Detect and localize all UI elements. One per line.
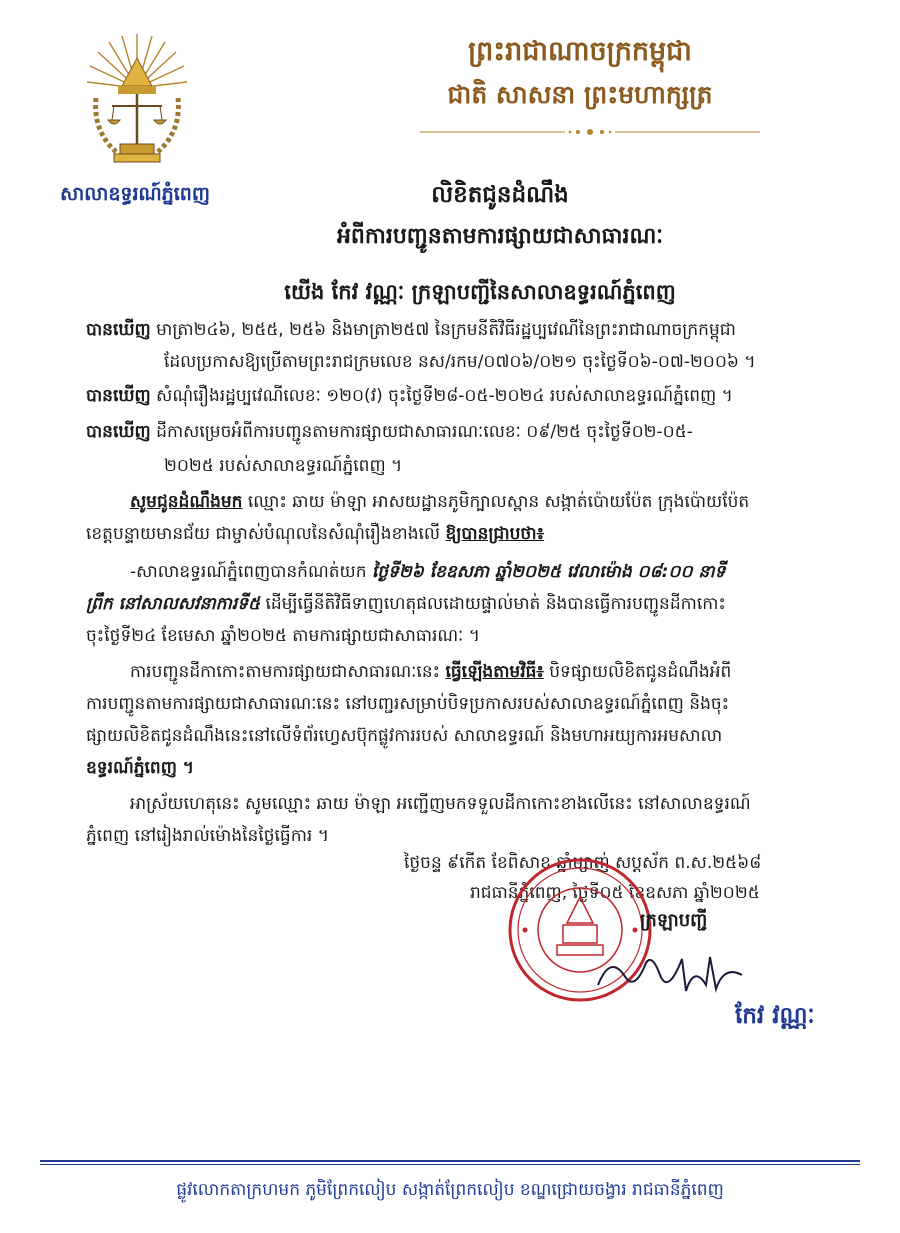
issuer-line: យើង កែវ វណ្ណៈ ក្រឡាបញ្ជីនៃសាលាឧទ្ធរណ៍ភ្នំពេញ (284, 280, 676, 304)
ornament-divider-icon (400, 124, 780, 140)
closing-text-a: អាស្រ័យហេតុនេះ សូមឈ្មោះ ឆាយ ម៉ាឡា អញ្ជើញមកទទួលដីកាកោះខាងលើនេះ នៅសាលាឧទ្ធរណ៍ (130, 794, 751, 814)
notify-text-b-emphasis: ឱ្យបានជ្រាបថា៖ (445, 524, 545, 544)
method-emphasis: ធ្វើឡើងតាមវិធី៖ (445, 662, 544, 682)
hearing-room-emphasis: ព្រឹក នៅសាលសវនាការទី៥ (86, 594, 261, 614)
notify-line-b (86, 522, 544, 546)
footer-divider-thin (40, 1164, 860, 1165)
hearing-date-emphasis: ថ្ងៃទី២៦ ខែឧសភា ឆ្នាំ២០២៥ វេលាម៉ោង ០៨:០០ នាទី (371, 562, 726, 582)
seen-label: បានឃើញ (86, 422, 151, 442)
method-text-a-rest: បិទផ្សាយលិខិតជូនដំណឹងអំពី (543, 662, 732, 682)
court-emblem-icon (82, 28, 192, 178)
method-text-d: ឧទ្ធរណ៍ភ្នំពេញ ។ (86, 758, 195, 778)
seen-1-text-b: ដែលប្រកាសឱ្យប្រើតាមព្រះរាជក្រមលេខ នស/រកម/០៧០៦/០២១ ចុះថ្ងៃទី០៦-០៧-២០០៦ ។ (164, 352, 756, 372)
seen-3-text-a: ដីកាសម្រេចអំពីការបញ្ជូនតាមការផ្សាយជាសាធារណៈលេខៈ ០៩/២៥ ចុះថ្ងៃទី០២-០៥- (156, 422, 693, 442)
hearing-text-b: ដើម្បីធ្វើនីតិវិធីទាញហេតុផលដោយផ្ទាល់មាត់ និងបានធ្វើការបញ្ជូនដីកាកោះ (260, 594, 726, 614)
court-name-left: សាលាឧទ្ធរណ៍ភ្នំពេញ (60, 183, 210, 205)
seen-paragraph-1 (86, 318, 736, 342)
notify-paragraph (130, 490, 749, 514)
hearing-text-a: -សាលាឧទ្ធរណ៍ភ្នំពេញបានកំណត់យក (130, 562, 367, 582)
hearing-line-a (130, 560, 725, 584)
lunar-date: ថ្ងៃចន្ទ ៩កើត ខែពិសាខ ឆ្នាំម្សាញ់ សប្តស័ក ព.ស.២៥៦៨ (404, 853, 762, 873)
closing-text-b: ភ្នំពេញ នៅរៀងរាល់ម៉ោងនៃថ្ងៃធ្វើការ ។ (86, 826, 329, 846)
method-text-a: ការបញ្ជូនដីកាកោះតាមការផ្សាយជាសាធារណៈនេះ (130, 662, 441, 682)
footer-address: ផ្លូវលោកតាក្រហមក ភូមិព្រែកលៀប សង្កាត់ព្រែកលៀប ខណ្ឌជ្រោយចង្វារ រាជធានីភ្នំពេញ (176, 1180, 724, 1200)
solar-date: រាជធានីភ្នំពេញ, ថ្ងៃទី០៥ ខែឧសភា ឆ្នាំ២០២៥ (470, 883, 760, 903)
document-title: លិខិតជូនដំណឹង (431, 182, 569, 208)
footer-divider (40, 1160, 860, 1162)
signatory-title: ក្រឡាបញ្ជី (640, 910, 708, 931)
method-text-c: ផ្សាយលិខិតជូនដំណឹងនេះនៅលើទំព័រហ្វេសប៊ុកផ្លូវការរបស់ សាលាឧទ្ធរណ៍ និងមហាអយ្យការអមសាលា (86, 726, 723, 746)
kingdom-heading: ព្រះរាជាណាចក្រកម្ពុជា (468, 36, 692, 67)
seen-label: បានឃើញ (86, 320, 151, 340)
seen-paragraph-2 (86, 384, 733, 408)
method-line-a (130, 660, 731, 684)
hearing-line-b (86, 592, 726, 616)
handwritten-signature-icon (590, 945, 750, 1005)
notify-text-a: ឈ្មោះ ឆាយ ម៉ាឡា អាសយដ្ឋានភូមិក្បាលស្ពាន សង្កាត់ប៉ោយប៉ែត ក្រុងប៉ោយប៉ែត (242, 492, 750, 512)
notify-label: សូមជូនដំណឹងមក (130, 492, 243, 512)
document-subtitle: អំពីការបញ្ជូនតាមការផ្សាយជាសាធារណៈ (336, 224, 664, 249)
seen-1-text-a: មាត្រា២៤៦, ២៥៥, ២៥៦ និងមាត្រា២៥៧ នៃក្រមនីតិវិធីរដ្ឋប្បវេណីនៃព្រះរាជាណាចក្រកម្ពុជា (156, 320, 736, 340)
seen-3-text-b: ២០២៥ របស់សាលាឧទ្ធរណ៍ភ្នំពេញ ។ (164, 456, 403, 476)
national-motto: ជាតិ សាសនា ព្រះមហាក្សត្រ (447, 80, 713, 109)
notify-text-b: ខេត្តបន្ទាយមានជ័យ ជាម្ចាស់បំណុលនៃសំណុំរឿងខាងលើ (86, 524, 441, 544)
seen-label: បានឃើញ (86, 386, 151, 406)
signatory-name: កែវ វណ្ណៈ (735, 1003, 815, 1029)
method-text-b: ការបញ្ជូនតាមការផ្សាយជាសាធារណៈនេះ នៅបញ្ជរសម្រាប់បិទប្រកាសរបស់សាលាឧទ្ធរណ៍ភ្នំពេញ និងចុះ (86, 694, 730, 714)
seen-paragraph-3 (86, 420, 693, 444)
hearing-text-c: ចុះថ្ងៃទី២៤ ខែមេសា ឆ្នាំ២០២៥ តាមការផ្សាយជាសាធារណៈ ។ (86, 626, 480, 646)
seen-2-text: សំណុំរឿងរដ្ឋប្បវេណីលេខៈ ១២០(វ) ចុះថ្ងៃទី២៨-០៥-២០២៤ របស់សាលាឧទ្ធរណ៍ភ្នំពេញ ។ (156, 386, 733, 406)
